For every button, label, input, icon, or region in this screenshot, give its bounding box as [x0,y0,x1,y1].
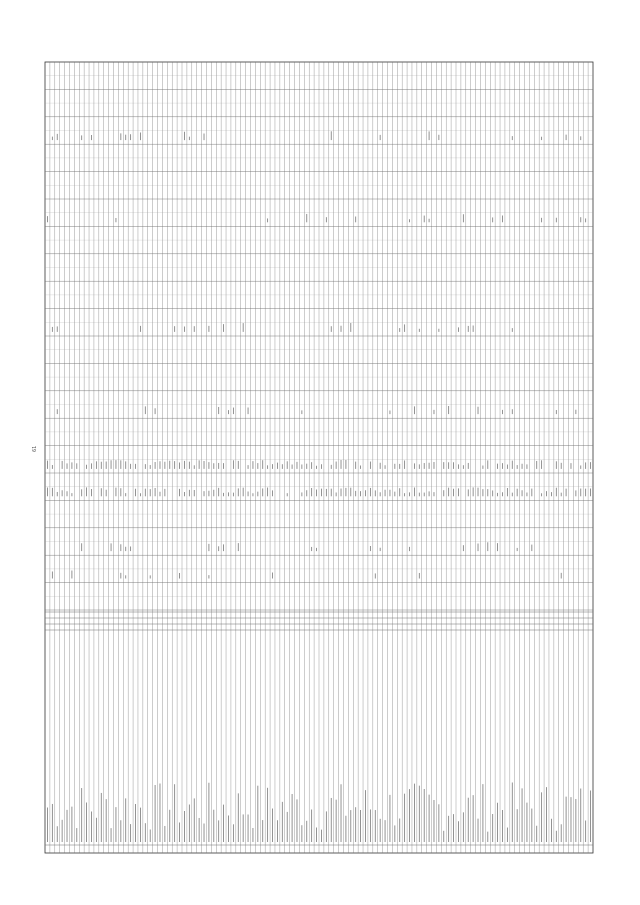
table-grid [45,62,593,853]
page-number: 61 [32,445,38,452]
